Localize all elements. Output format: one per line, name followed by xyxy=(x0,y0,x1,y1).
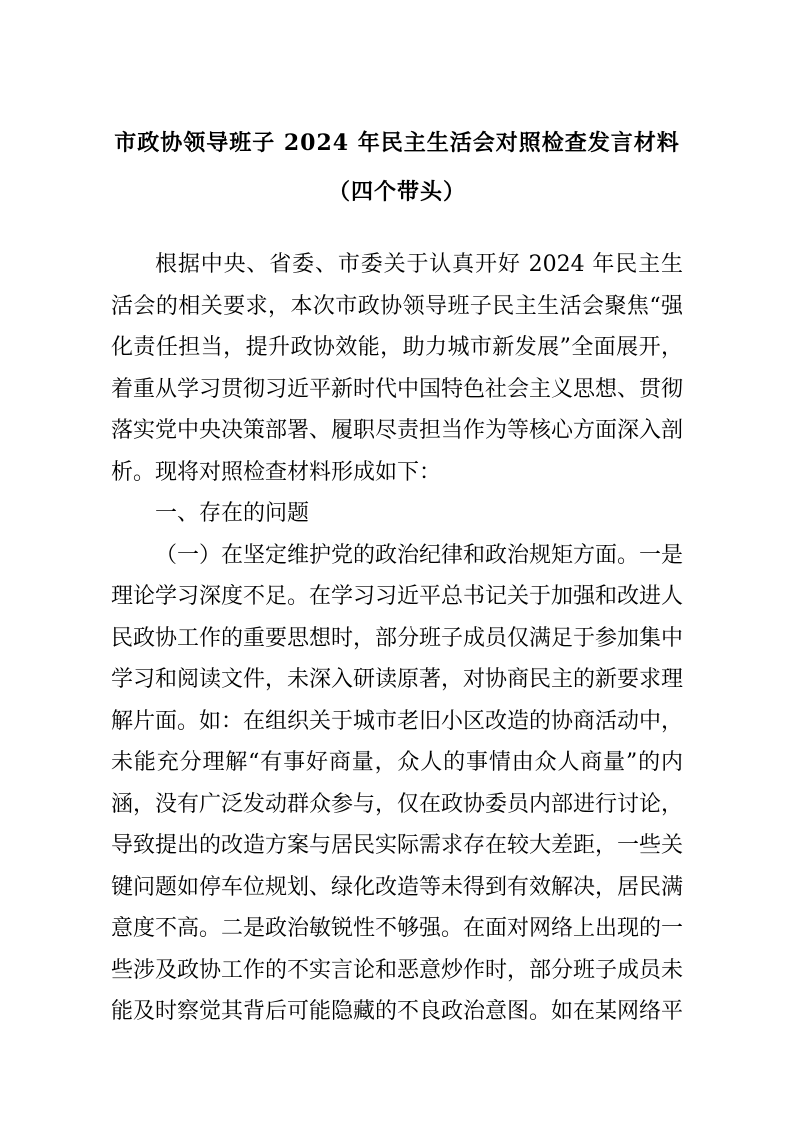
paragraph: 根据中央、省委、市委关于认真开好 2024 年民主生活会的相关要求，本次市政协领导班子民主生活会聚焦“强化责任担当，提升政协效能，助力城市新发展”全面展开，着重从学习贯彻习近平新时代中国特色社会主义思想、贯彻落实党中央决策部署、履职尽责担当作为等核心方面深入剖析。现将对照检查材料形成如下： xyxy=(111,252,684,485)
section-heading: 一、存在的问题 xyxy=(155,501,310,526)
paragraph: （一）在坚定维护党的政治纪律和政治规矩方面。一是理论学习深度不足。在学习习近平总书记关于加强和改进人民政协工作的重要思想时，部分班子成员仅满足于参加集中学习和阅读文件，未深入研读原著，对协商民主的新要求理解片面。如：在组织关于城市老旧小区改造的协商活动中，未能充分理解“有事好商量，众人的事情由众人商量”的内涵，没有广泛发动群众参与，仅在政协委员内部进行讨论，导致提出的改造方案与居民实际需求存在较大差距，一些关键问题如停车位规划、绿化改造等未得到有效解决，居民满意度不高。二是政治敏锐性不够强。在面对网络上出现的一些涉及政协工作的不实言论和恶意炒作时，部分班子成员未能及时察觉其背后可能隐藏的不良政治意图。如在某网络平 xyxy=(111,542,684,1024)
document-title: 市政协领导班子 2024 年民主生活会对照检查发言材料（四个带头） xyxy=(114,130,680,205)
document-body xyxy=(111,244,683,1033)
